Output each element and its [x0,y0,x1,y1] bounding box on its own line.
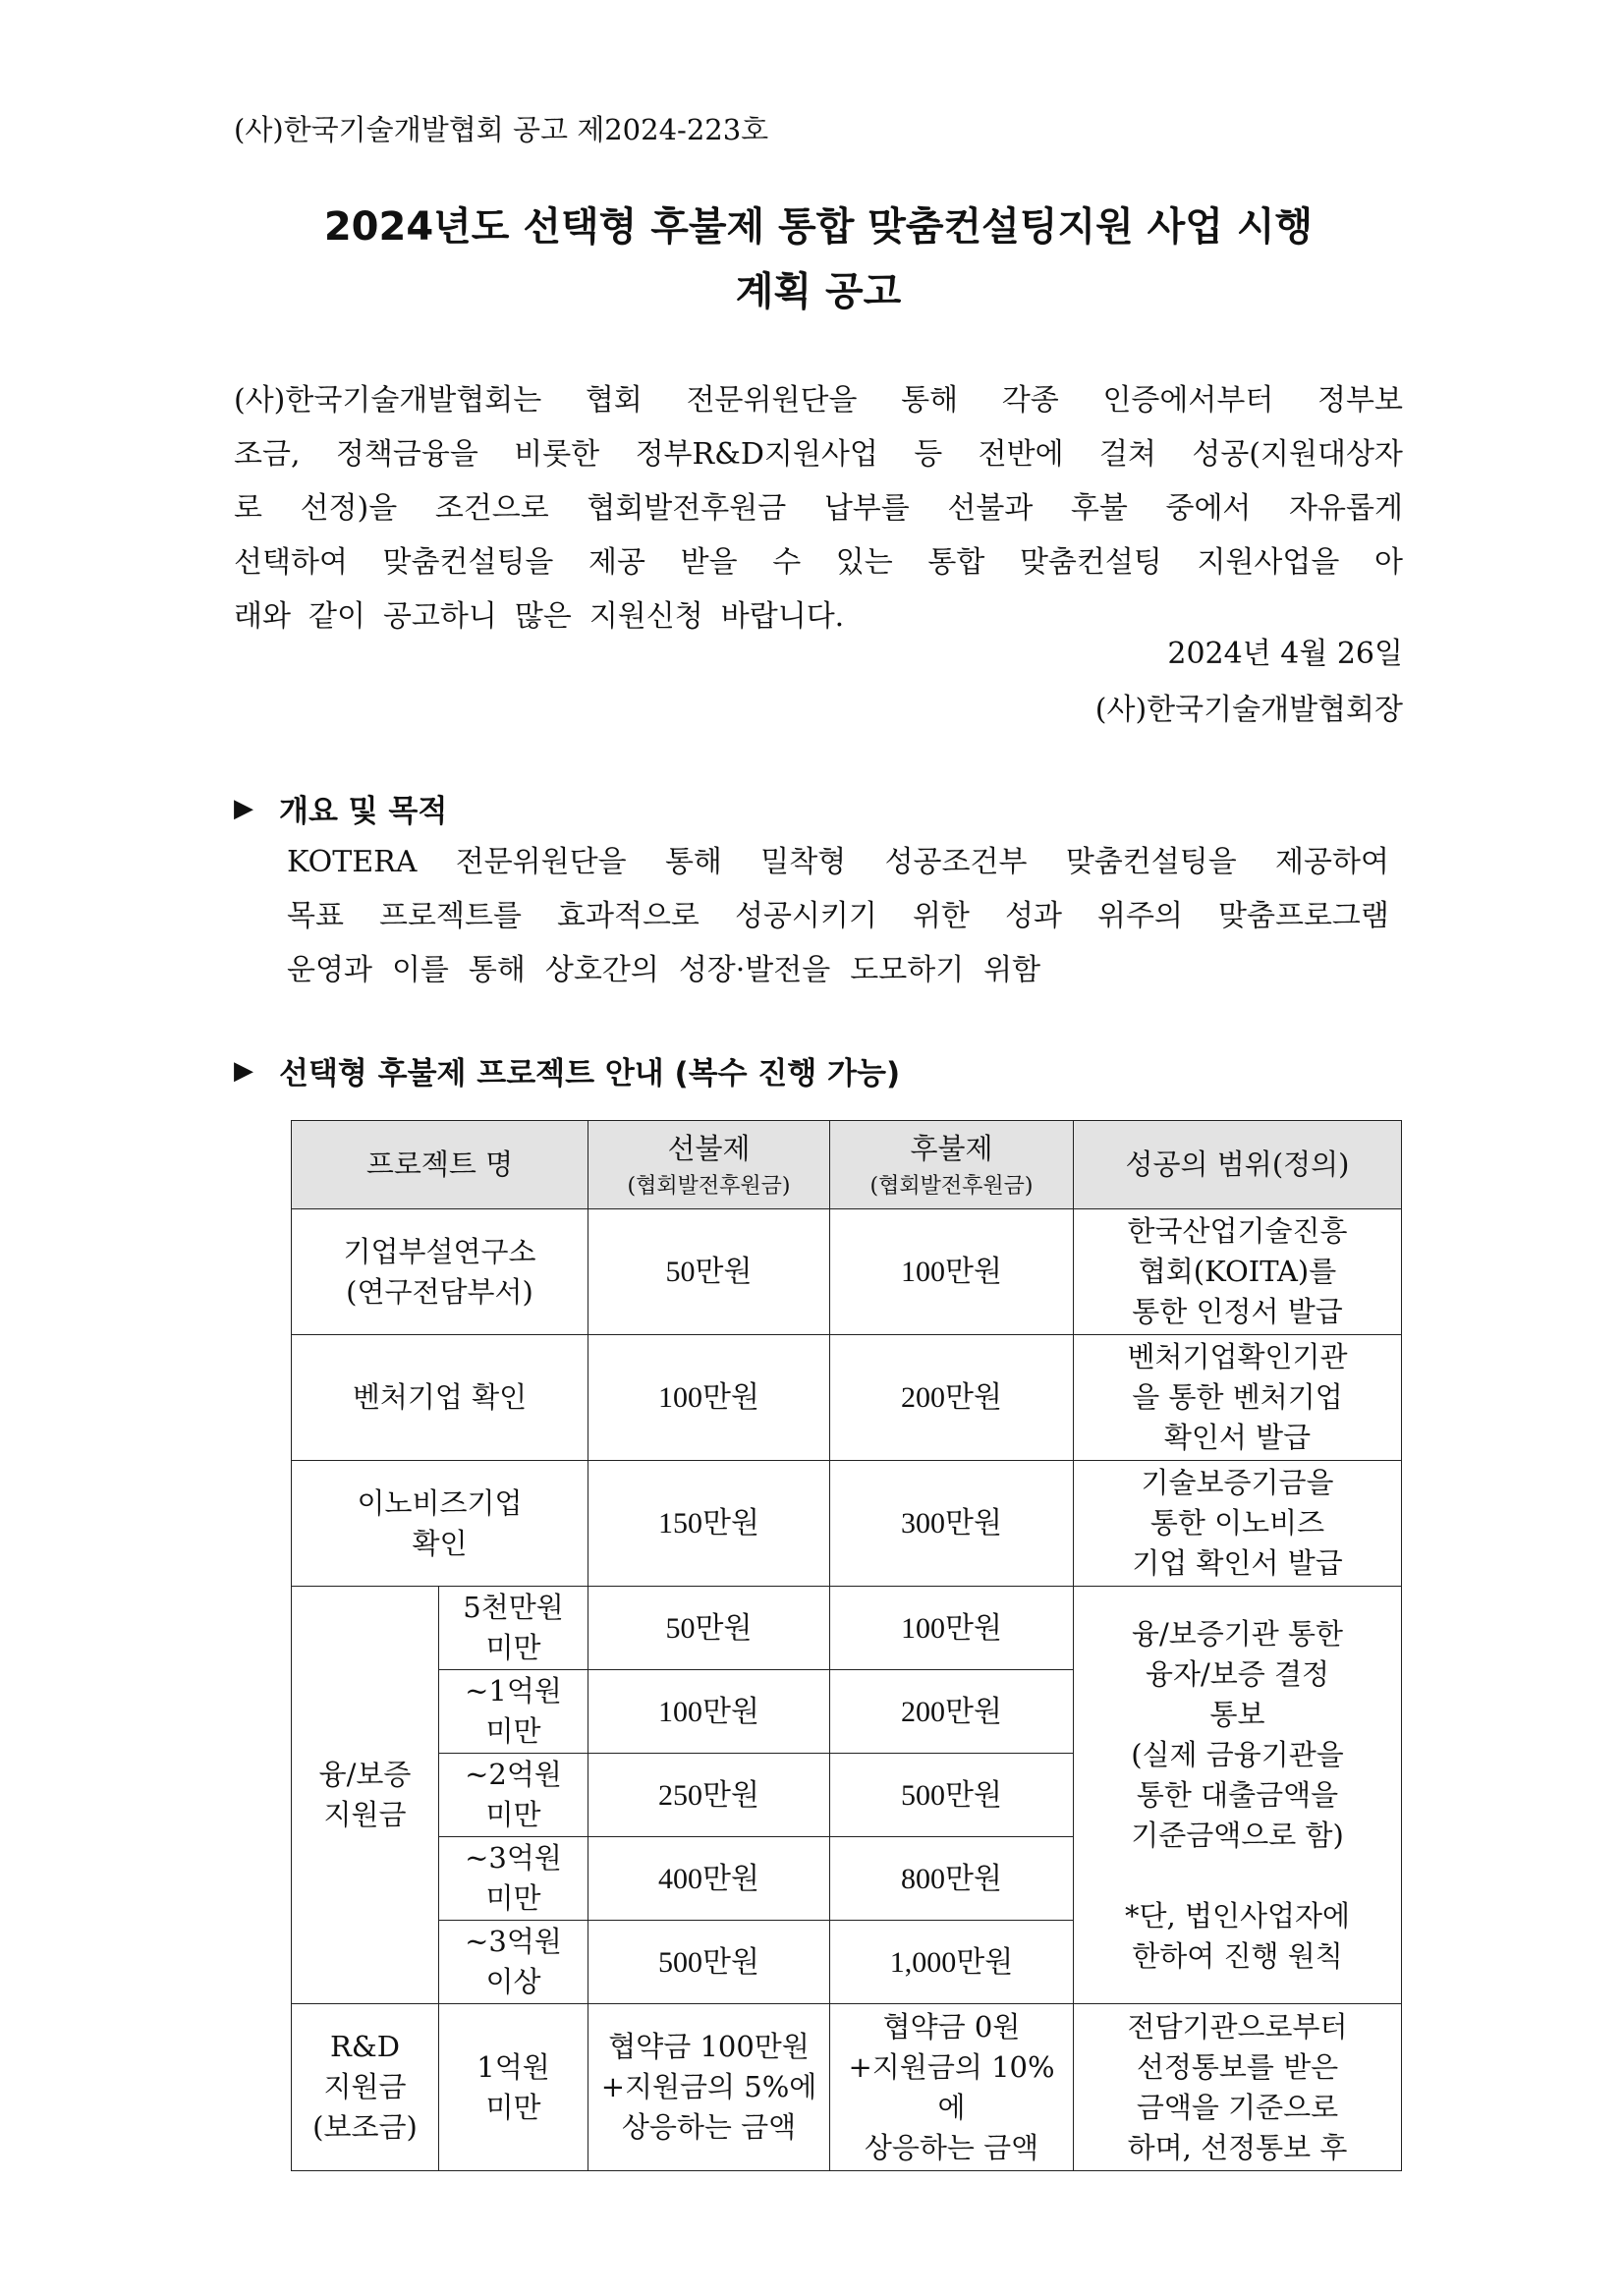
success-line: 통보 [1209,1697,1265,1731]
word: 통해 [664,845,722,879]
word: 성공(지원대상자 [1192,437,1403,472]
word: 협회 [585,383,643,418]
success-line: 통한 이노비즈 [1149,1506,1325,1540]
signer: (사)한국기술개발협회장 [1094,693,1403,727]
word: 로 [234,491,262,526]
word: 조금, [234,437,301,472]
word: 상호간의 [544,953,659,987]
table-header-row [292,1121,1402,1209]
word: 조건으로 [434,491,549,526]
range-amount: ~1억원 [465,1674,562,1708]
project-name-sub: (연구전담부서) [346,1274,533,1309]
project-name: 이노비즈기업 [357,1485,523,1520]
project-name-cell [292,1461,588,1587]
word: 통해 [468,953,526,987]
range-cell [439,1837,588,1921]
notice-number: (사)한국기술개발협회 공고 제2024-223호 [234,113,769,146]
success-line: 선정통보를 받은 [1136,2049,1339,2084]
word: 많은 [514,599,572,634]
spacer [1080,1856,1395,1896]
header-prepaid-label: 선불제 [667,1131,751,1165]
postpaid-cell: 100만원 [830,1587,1074,1670]
table-row [292,2004,1402,2171]
table-row [292,1461,1402,1587]
prepaid-line: 상응하는 금액 [621,2110,797,2144]
word: 위한 [912,899,970,933]
prepaid-cell [588,2004,830,2171]
prepaid-cell: 100만원 [588,1670,830,1754]
overview-paragraph [287,835,1389,997]
range-amount: 5천만원 [463,1591,564,1624]
header-postpaid [830,1121,1074,1209]
success-line: 통한 대출금액을 [1136,1777,1339,1812]
range-cell [439,2004,588,2171]
success-line: 기준금액으로 함) [1131,1818,1344,1852]
postpaid-cell [830,2004,1074,2171]
prepaid-line: +지원금의 5%에 [600,2070,817,2103]
section-heading-overview [234,786,447,830]
word: 지원사업을 [1197,545,1340,580]
prepaid-cell: 50만원 [588,1587,830,1670]
success-line: 확인서 발급 [1163,1421,1312,1454]
success-line: 을 통한 벤처기업 [1132,1380,1343,1414]
project-name-sub: 지원금 [323,1798,407,1831]
range-qualifier: 이상 [485,1965,541,1998]
word: KOTERA [287,845,418,879]
word: 바랍니다. [720,599,845,634]
range-qualifier: 미만 [485,1631,541,1664]
word: 수 [772,545,802,580]
range-amount: ~2억원 [465,1758,562,1791]
paragraph-line [287,889,1389,943]
range-amount: ~3억원 [465,1925,562,1958]
success-line: 벤처기업확인기관 [1127,1340,1348,1373]
range-amount: 1억원 [476,2049,550,2084]
word: 정부R&D지원사업 [635,437,878,472]
word: 전반에 [978,437,1064,472]
success-line: 한하여 진행 원칙 [1132,1938,1343,1973]
notice-date: 2024년 4월 26일 [1167,637,1403,671]
word: 효과적으로 [557,899,700,933]
triangle-bullet-icon: ▶ [234,1055,253,1086]
table-row [292,1335,1402,1461]
project-table [291,1120,1402,2171]
project-name-sub: (보조금) [312,2110,418,2144]
range-cell [439,1587,588,1670]
postpaid-cell: 500만원 [830,1754,1074,1837]
postpaid-cell: 1,000만원 [830,1921,1074,2004]
range-cell [439,1670,588,1754]
project-name-cell [292,2004,439,2171]
project-name-cell [292,1587,439,2004]
project-name: R&D [330,2030,400,2063]
word: 공고하니 [382,599,497,634]
word: 아 [1373,545,1403,580]
success-cell [1074,2004,1402,2171]
project-name-sub: 지원금 [323,2070,407,2103]
success-line: *단, 법인사업자에 [1124,1898,1351,1932]
word: 중에서 [1165,491,1252,526]
table-row [292,1209,1402,1335]
prepaid-cell: 100만원 [588,1335,830,1461]
word: 각종 [1001,383,1059,418]
header-success: 성공의 범위(정의) [1074,1121,1402,1209]
section-title: 개요 및 목적 [279,794,448,829]
postpaid-cell: 800만원 [830,1837,1074,1921]
word: 성공조건부 [884,845,1028,879]
word: 성과 [1004,899,1062,933]
paragraph-line [287,835,1389,889]
word: 선택하여 [234,545,348,580]
paragraph-line [287,943,1389,997]
postpaid-cell: 100만원 [830,1209,1074,1335]
word: 밀착형 [760,845,847,879]
section-heading-projects [234,1048,900,1092]
word: 지원신청 [588,599,703,634]
word: 비롯한 [514,437,600,472]
table-row [292,1587,1402,1670]
word: 정부보 [1317,383,1403,418]
prepaid-cell: 50만원 [588,1209,830,1335]
word: 위함 [983,953,1041,987]
postpaid-line: 협약금 0원 [882,2009,1021,2044]
word: 정책금융을 [335,437,478,472]
word: 통해 [901,383,959,418]
word: 제공하여 [1275,845,1389,879]
word: (사)한국기술개발협회는 [234,383,542,418]
success-line: 금액을 기준으로 [1136,2090,1339,2124]
success-line: 하며, 선정통보 후 [1127,2130,1348,2164]
word: 프로젝트를 [379,899,522,933]
triangle-bullet-icon: ▶ [234,793,253,823]
word: 납부를 [823,491,910,526]
project-name-sub: 확인 [412,1526,468,1560]
paragraph-line [234,535,1403,589]
word: 인증에서부터 [1102,383,1274,418]
word: 위주의 [1097,899,1183,933]
header-project: 프로젝트 명 [292,1121,588,1209]
header-postpaid-sub: (협회발전후원금) [869,1173,1034,1199]
prepaid-line: 협약금 100만원 [608,2030,810,2063]
word: 전문위원단을 [686,383,858,418]
success-line: 전담기관으로부터 [1127,2009,1348,2044]
prepaid-cell: 150만원 [588,1461,830,1587]
word: 운영과 [287,953,372,987]
success-line: 융자/보증 결정 [1145,1656,1330,1691]
word: 걸쳐 [1098,437,1156,472]
title-line-2: 계획 공고 [735,269,902,314]
word: 통합 [927,545,985,580]
success-line: 융/보증기관 통한 [1131,1616,1344,1651]
prepaid-cell: 400만원 [588,1837,830,1921]
range-qualifier: 미만 [485,1714,541,1748]
range-qualifier: 미만 [485,2090,541,2124]
word: 전문위원단을 [455,845,627,879]
header-prepaid [588,1121,830,1209]
paragraph-line [234,481,1403,535]
paragraph-line [234,427,1403,481]
word: 목표 [287,899,344,933]
postpaid-cell: 200만원 [830,1335,1074,1461]
postpaid-cell: 200만원 [830,1670,1074,1754]
range-cell [439,1921,588,2004]
word: 후불 [1070,491,1128,526]
word: 맞춤컨설팅 [1019,545,1162,580]
success-line: (실제 금융기관을 [1131,1737,1344,1771]
range-amount: ~3억원 [465,1841,562,1875]
project-name: 기업부설연구소 [343,1234,536,1268]
word: 맞춤컨설팅을 [1065,845,1237,879]
success-cell [1074,1461,1402,1587]
prepaid-cell: 250만원 [588,1754,830,1837]
header-postpaid-label: 후불제 [910,1131,993,1165]
postpaid-line: +지원금의 10%에 [848,2049,1055,2124]
intro-paragraph [234,373,1403,644]
success-line: 기업 확인서 발급 [1132,1546,1343,1580]
success-cell [1074,1335,1402,1461]
postpaid-line: 상응하는 금액 [864,2130,1039,2164]
success-line: 통한 인정서 발급 [1132,1295,1343,1328]
range-qualifier: 미만 [485,1798,541,1831]
word: 협회발전후원금 [587,491,787,526]
postpaid-cell: 300만원 [830,1461,1074,1587]
paragraph-line [234,373,1403,427]
word: 도모하기 [850,953,965,987]
word: 제공 [588,545,645,580]
word: 등 [914,437,943,472]
prepaid-cell: 500만원 [588,1921,830,2004]
word: 성장·발전을 [678,953,831,987]
project-name-cell: 벤처기업 확인 [292,1335,588,1461]
success-cell [1074,1209,1402,1335]
project-name-cell [292,1209,588,1335]
title-line-1: 2024년도 선택형 후불제 통합 맞춤컨설팅지원 사업 시행 [323,204,1314,250]
range-qualifier: 미만 [485,1881,541,1915]
word: 래와 [234,599,291,634]
word: 이를 [391,953,449,987]
header-prepaid-sub: (협회발전후원금) [627,1173,791,1199]
word: 받을 [680,545,738,580]
word: 있는 [835,545,893,580]
success-line: 협회(KOITA)를 [1138,1255,1337,1288]
word: 선정)을 [300,491,398,526]
word: 자유롭게 [1289,491,1403,526]
word: 같이 [308,599,365,634]
success-line: 한국산업기술진흥 [1127,1214,1348,1248]
word: 성공시키기 [734,899,877,933]
success-line: 기술보증기금을 [1141,1466,1334,1499]
word: 맞춤컨설팅을 [382,545,554,580]
range-cell [439,1754,588,1837]
success-cell [1074,1587,1402,2004]
project-name: 융/보증 [318,1758,412,1791]
word: 선불과 [947,491,1034,526]
document-title [234,195,1403,324]
word: 맞춤프로그램 [1218,899,1389,933]
section-title: 선택형 후불제 프로젝트 안내 (복수 진행 가능) [279,1056,901,1092]
